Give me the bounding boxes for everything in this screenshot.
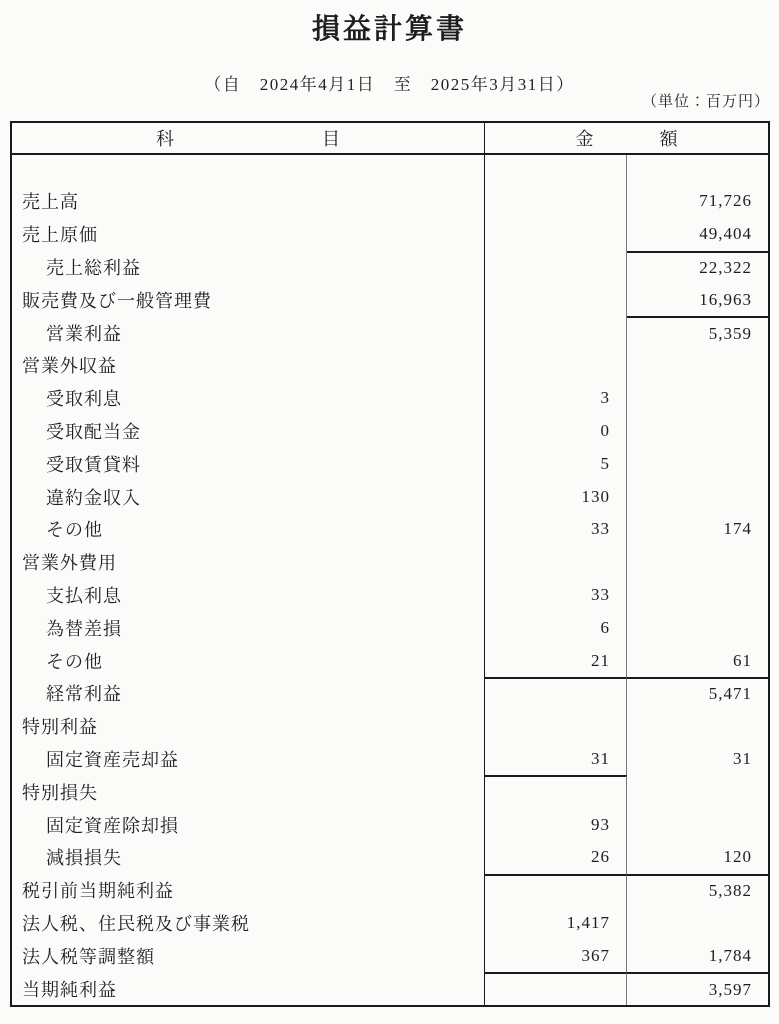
row-item-label: 受取賃貸料: [46, 454, 141, 475]
table-row: [12, 611, 768, 644]
row-amount-sub-cell: [485, 972, 627, 1005]
row-item-cell: [12, 841, 485, 874]
row-item-cell: [12, 611, 485, 644]
table-row: [12, 644, 768, 677]
row-amount-total: 5,471: [708, 684, 752, 704]
row-item-cell: [12, 415, 485, 448]
row-amount-sub-cell: [485, 283, 627, 316]
table-row: [12, 939, 768, 972]
table-row: [12, 841, 768, 874]
column-header-item: [12, 123, 485, 153]
row-amount-total-cell: [627, 808, 768, 841]
row-amount-total-cell: [627, 611, 768, 644]
row-item-label: 為替差損: [46, 618, 122, 639]
row-item-cell: [12, 972, 485, 1005]
row-amount-sub-cell: [485, 644, 627, 677]
row-amount-sub-cell: [485, 513, 627, 546]
table-row: [12, 382, 768, 415]
row-amount-total-cell: [627, 841, 768, 874]
row-amount-total-cell: [627, 743, 768, 776]
table-row: [12, 415, 768, 448]
row-item-cell: [12, 218, 485, 251]
row-amount-sub-cell: [485, 382, 627, 415]
row-item-label: 売上原価: [22, 225, 98, 246]
row-amount-total-cell: [627, 644, 768, 677]
row-item-label: 受取利息: [46, 389, 122, 410]
income-statement-table: [10, 121, 770, 1007]
row-amount-sub: 33: [591, 519, 610, 539]
row-item-cell: [12, 251, 485, 284]
row-amount-total: 49,404: [699, 224, 752, 244]
row-item-cell: [12, 185, 485, 218]
row-amount-total-cell: [627, 283, 768, 316]
row-amount-total-cell: [627, 251, 768, 284]
row-item-cell: [12, 349, 485, 382]
table-row: [12, 155, 768, 185]
row-amount-sub-cell: [485, 775, 627, 808]
row-amount-sub: 93: [591, 814, 610, 834]
row-amount-sub: 31: [591, 748, 610, 768]
row-amount-total-cell: [627, 546, 768, 579]
table-row: [12, 447, 768, 480]
row-amount-total: 16,963: [699, 289, 752, 309]
row-amount-total-cell: [627, 316, 768, 349]
row-item-label: 法人税、住民税及び事業税: [22, 913, 250, 934]
column-header-amount: [485, 123, 768, 153]
row-amount-sub-cell: [485, 447, 627, 480]
row-amount-sub-cell: [485, 155, 627, 185]
table-row: [12, 579, 768, 612]
row-item-cell: [12, 447, 485, 480]
row-item-label: 当期純利益: [22, 979, 117, 1000]
row-amount-sub-cell: [485, 677, 627, 710]
row-item-label: 営業外費用: [22, 553, 117, 574]
row-amount-total: 22,322: [699, 257, 752, 277]
row-amount-total-cell: [627, 710, 768, 743]
row-item-label: 違約金収入: [46, 487, 141, 508]
row-amount-sub: 21: [591, 650, 610, 670]
row-item-label: 営業外収益: [22, 356, 117, 377]
row-amount-sub-cell: [485, 218, 627, 251]
row-amount-total: 5,382: [708, 881, 752, 901]
row-amount-total: 120: [723, 847, 752, 867]
row-item-label: 営業利益: [46, 323, 122, 344]
row-amount-sub: 1,417: [566, 912, 610, 932]
row-item-label: 減損損失: [46, 848, 122, 869]
row-item-label: 特別利益: [22, 717, 98, 738]
row-amount-total-cell: [627, 415, 768, 448]
row-amount-sub-cell: [485, 349, 627, 382]
table-row: [12, 907, 768, 940]
row-amount-total-cell: [627, 579, 768, 612]
row-item-cell: [12, 743, 485, 776]
row-amount-sub-cell: [485, 316, 627, 349]
row-amount-sub-cell: [485, 743, 627, 776]
row-amount-total: 61: [733, 650, 752, 670]
unit-note: （単位：百万円）: [641, 94, 770, 110]
table-row: [12, 972, 768, 1005]
row-item-label: 販売費及び一般管理費: [22, 290, 212, 311]
row-item-label: 特別損失: [22, 782, 98, 803]
row-amount-total-cell: [627, 185, 768, 218]
row-item-label: 法人税等調整額: [22, 946, 155, 967]
row-amount-total-cell: [627, 382, 768, 415]
row-amount-total-cell: [627, 218, 768, 251]
table-row: [12, 874, 768, 907]
row-item-cell: [12, 283, 485, 316]
row-item-label: 受取配当金: [46, 421, 141, 442]
row-amount-total: 1,784: [708, 945, 752, 965]
row-item-label: その他: [46, 651, 103, 672]
row-amount-sub-cell: [485, 808, 627, 841]
table-body: [12, 155, 768, 1005]
table-row: [12, 349, 768, 382]
row-item-label: 固定資産除却損: [46, 815, 179, 836]
row-item-cell: [12, 382, 485, 415]
column-header-item-char-1: 科: [156, 129, 174, 149]
table-row: [12, 546, 768, 579]
row-item-cell: [12, 480, 485, 513]
row-item-label: 支払利息: [46, 585, 122, 606]
row-item-label: 売上高: [22, 192, 79, 213]
table-row: [12, 316, 768, 349]
table-row: [12, 251, 768, 284]
row-amount-sub-cell: [485, 841, 627, 874]
row-item-cell: [12, 316, 485, 349]
row-amount-sub: 33: [591, 584, 610, 604]
row-item-cell: [12, 546, 485, 579]
table-header-row: [12, 123, 768, 155]
row-item-label: 税引前当期純利益: [22, 881, 174, 902]
table-row: [12, 808, 768, 841]
row-amount-total: 3,597: [708, 979, 752, 999]
row-amount-sub: 5: [600, 453, 610, 473]
row-amount-total-cell: [627, 775, 768, 808]
row-amount-total: 31: [733, 748, 752, 768]
row-amount-sub-cell: [485, 939, 627, 972]
row-amount-total-cell: [627, 447, 768, 480]
row-amount-sub-cell: [485, 579, 627, 612]
row-amount-total-cell: [627, 972, 768, 1005]
row-amount-sub-cell: [485, 415, 627, 448]
row-amount-sub-cell: [485, 185, 627, 218]
row-amount-total: 71,726: [699, 191, 752, 211]
table-row: [12, 775, 768, 808]
row-amount-sub-cell: [485, 546, 627, 579]
row-amount-total-cell: [627, 907, 768, 940]
row-amount-sub: 130: [581, 486, 610, 506]
row-amount-sub-cell: [485, 907, 627, 940]
fiscal-period: （自 2024年4月1日 至 2025年3月31日）: [204, 75, 575, 94]
row-amount-total-cell: [627, 874, 768, 907]
row-amount-sub: 26: [591, 847, 610, 867]
row-item-cell: [12, 939, 485, 972]
row-amount-sub: 0: [600, 420, 610, 440]
row-amount-total: 5,359: [708, 323, 752, 343]
row-item-cell: [12, 874, 485, 907]
table-row: [12, 710, 768, 743]
row-item-cell: [12, 808, 485, 841]
table-row: [12, 283, 768, 316]
table-row: [12, 480, 768, 513]
table-row: [12, 677, 768, 710]
column-header-amount-char-2: 額: [659, 129, 678, 149]
row-item-label: 固定資産売却益: [46, 749, 179, 770]
table-row: [12, 218, 768, 251]
row-amount-sub-cell: [485, 710, 627, 743]
row-amount-sub-cell: [485, 251, 627, 284]
column-header-item-char-2: 目: [322, 129, 340, 149]
row-amount-total-cell: [627, 349, 768, 382]
row-item-label: 経常利益: [46, 684, 122, 705]
table-row: [12, 513, 768, 546]
row-item-label: 売上総利益: [46, 257, 141, 278]
row-amount-total-cell: [627, 155, 768, 185]
row-item-cell: [12, 775, 485, 808]
row-item-cell: [12, 907, 485, 940]
row-item-cell: [12, 579, 485, 612]
table-row: [12, 743, 768, 776]
row-item-cell: [12, 644, 485, 677]
row-amount-total: 174: [723, 519, 752, 539]
row-amount-sub-cell: [485, 611, 627, 644]
row-item-cell: [12, 155, 485, 185]
row-amount-sub: 3: [600, 388, 610, 408]
row-amount-sub-cell: [485, 874, 627, 907]
row-amount-sub-cell: [485, 480, 627, 513]
page-title: 損益計算書: [311, 14, 467, 45]
row-item-cell: [12, 677, 485, 710]
row-amount-sub: 367: [581, 945, 610, 965]
row-amount-total-cell: [627, 513, 768, 546]
row-item-label: その他: [46, 520, 103, 541]
table-row: [12, 185, 768, 218]
row-item-cell: [12, 513, 485, 546]
row-amount-total-cell: [627, 677, 768, 710]
row-amount-total-cell: [627, 939, 768, 972]
row-amount-total-cell: [627, 480, 768, 513]
row-item-cell: [12, 710, 485, 743]
column-header-amount-char-1: 金: [575, 129, 594, 149]
row-amount-sub: 6: [600, 617, 610, 637]
